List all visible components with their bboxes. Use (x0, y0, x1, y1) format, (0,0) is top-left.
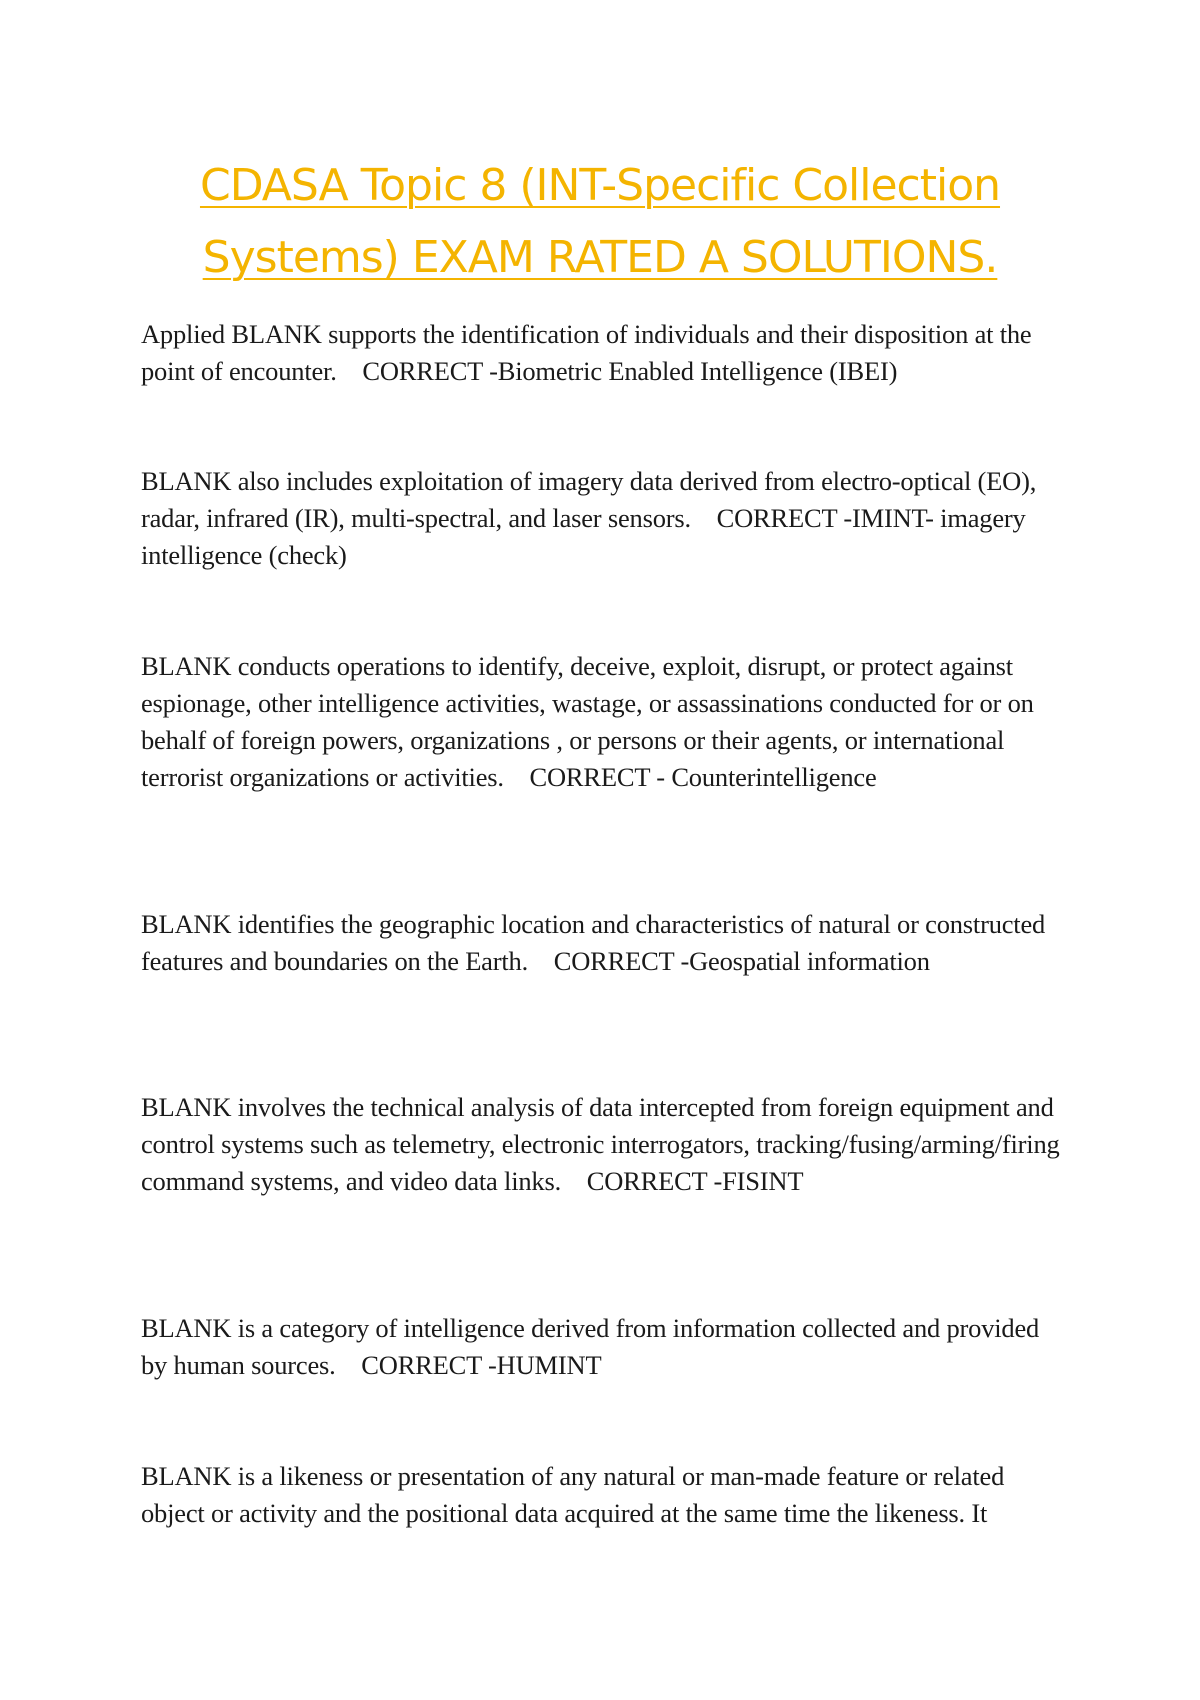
answer-text: CORRECT -IMINT- imagery intelligence (check) (141, 503, 1033, 570)
question-text: Applied BLANK supports the identification of individuals and their disposition at the point of encounter. (141, 319, 1032, 386)
qa-item-3 (141, 648, 1071, 796)
title-line-1: CDASA Topic 8 (INT-Specific Collection (199, 160, 1001, 211)
question-text: BLANK is a likeness or presentation of any natural or man-made feature or related object or activity and the positional data acquired at the same time the likeness. It (141, 1461, 1005, 1528)
answer-text: CORRECT - Counterintelligence (529, 762, 877, 792)
question-text: BLANK conducts operations to identify, deceive, exploit, disrupt, or protect against espionage, other intelligence activities, wastage, or assassinations conducted for or on behalf of foreign powers, organizations , or persons or their agents, or international terrorist organizations or activities. (141, 651, 1034, 792)
title-line-2: Systems) EXAM RATED A SOLUTIONS. (202, 232, 998, 283)
qa-item-1 (141, 316, 1071, 390)
answer-text: CORRECT -FISINT (586, 1166, 804, 1196)
answer-text: CORRECT -Biometric Enabled Intelligence (IBEI) (362, 356, 898, 386)
question-text: BLANK is a category of intelligence derived from information collected and provided by human sources. (141, 1313, 1040, 1380)
qa-item-5 (141, 1089, 1071, 1200)
answer-text: CORRECT -Geospatial information (553, 946, 930, 976)
answer-text: CORRECT -HUMINT (361, 1350, 602, 1380)
qa-item-6 (141, 1310, 1071, 1384)
question-text: BLANK involves the technical analysis of data intercepted from foreign equipment and control systems such as telemetry, electronic interrogators, tracking/fusing/arming/firing command systems, and video data links. (141, 1092, 1060, 1196)
document-title (130, 150, 1070, 294)
qa-item-7 (141, 1458, 1071, 1532)
question-text: BLANK identifies the geographic location and characteristics of natural or constructed features and boundaries on the Earth. (141, 909, 1046, 976)
question-text: BLANK also includes exploitation of imagery data derived from electro-optical (EO), radar, infrared (IR), multi-spectral, and laser sensors. (141, 466, 1037, 533)
qa-item-4 (141, 906, 1071, 980)
qa-item-2 (141, 463, 1071, 574)
